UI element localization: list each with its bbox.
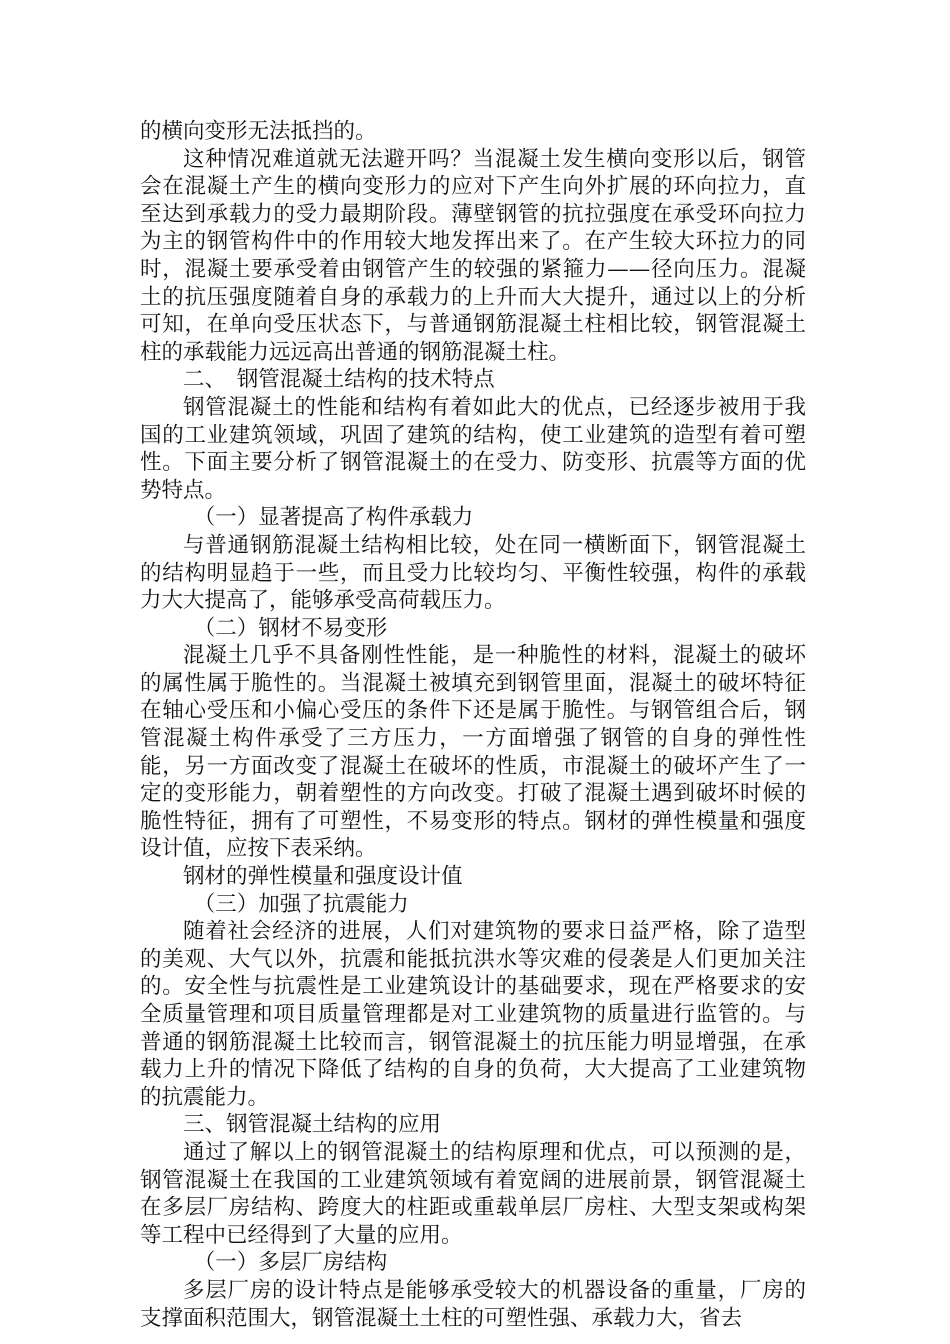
paragraph: 钢管混凝土的性能和结构有着如此大的优点，已经逐步被用于我国的工业建筑领域，巩固了建筑的结构，使工业建筑的造型有着可塑性。下面主要分析了钢管混凝土的在受力、防变形、抗震等方面的优势特点。 (140, 394, 806, 503)
document-body (140, 118, 806, 1332)
paragraph: 与普通钢筋混凝土结构相比较，处在同一横断面下，钢管混凝土的结构明显趋于一些，而且受力比较均匀、平衡性较强，构件的承载力大大提高了，能够承受高荷载压力。 (140, 532, 806, 614)
section-heading: 三、钢管混凝土结构的应用 (183, 1112, 442, 1138)
subsection-heading: （二）钢材不易变形 (193, 615, 388, 641)
section-heading: 二、 钢管混凝土结构的技术特点 (183, 367, 495, 393)
paragraph: 随着社会经济的进展，人们对建筑物的要求日益严格，除了造型的美观、大气以外，抗震和能抵抗洪水等灾难的侵袭是人们更加关注的。安全性与抗震性是工业建筑设计的基础要求，现在严格要求的安全质量管理和项目质量管理都是对工业建筑物的质量进行监管的。与普通的钢筋混凝土比较而言，钢管混凝土的抗压能力明显增强，在承载力上升的情况下降低了结构的自身的负荷，大大提高了工业建筑物的抗震能力。 (140, 919, 806, 1110)
paragraph: 这种情况难道就无法避开吗？当混凝土发生横向变形以后，钢管会在混凝土产生的横向变形力的应对下产生向外扩展的环向拉力，直至达到承载力的受力最期阶段。薄壁钢管的抗拉强度在承受环向拉力为主的钢管构件中的作用较大地发挥出来了。在产生较大环拉力的同时，混凝土要承受着由钢管产生的较强的紧箍力——径向压力。混凝土的抗压强度随着自身的承载力的上升而大大提升，通过以上的分析可知，在单向受压状态下，与普通钢筋混凝土柱相比较，钢管混凝土柱的承载能力远远高出普通的钢筋混凝土柱。 (140, 146, 806, 365)
paragraph: 通过了解以上的钢管混凝土的结构原理和优点，可以预测的是，钢管混凝土在我国的工业建筑领域有着宽阔的进展前景，钢管混凝土在多层厂房结构、跨度大的柱距或重载单层厂房柱、大型支架或构架等工程中已经得到了大量的应用。 (140, 1139, 806, 1248)
subsection-heading: （一）显著提高了构件承载力 (193, 505, 474, 531)
subsection-heading: （三）加强了抗震能力 (193, 891, 409, 917)
paragraph: 混凝土几乎不具备刚性性能，是一种脆性的材料，混凝土的破坏的属性属于脆性的。当混凝土被填充到钢管里面，混凝土的破坏特征在轴心受压和小偏心受压的条件下还是属于脆性。与钢管组合后，钢管混凝土构件承受了三方压力，一方面增强了钢管的自身的弹性性能，另一方面改变了混凝土在破坏的性质，市混凝土的破坏产生了一定的变形能力，朝着塑性的方向改变。打破了混凝土遇到破坏时候的脆性特征，拥有了可塑性，不易变形的特点。钢材的弹性模量和强度设计值，应按下表采纳。 (140, 643, 806, 862)
paragraph: 的横向变形无法抵挡的。 (140, 119, 377, 144)
subsection-heading: （一）多层厂房结构 (193, 1250, 388, 1276)
paragraph: 多层厂房的设计特点是能够承受较大的机器设备的重量，厂房的支撑面积范围大，钢管混凝土土柱的可塑性强、承载力大，省去 (140, 1277, 806, 1331)
table-caption: 钢材的弹性模量和强度设计值 (183, 864, 463, 890)
